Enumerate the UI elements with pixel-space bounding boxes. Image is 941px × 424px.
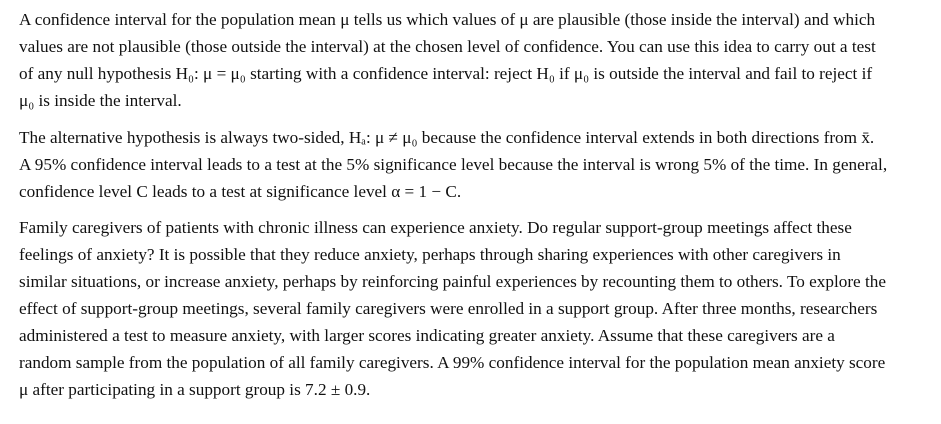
text-line: Family caregivers of patients with chronic illness can experience anxiety. Do regular support-group meetings affect these [19, 218, 852, 237]
text-line: of any null hypothesis H₀: μ = μ₀ starting with a confidence interval: reject H₀ if μ₀ is outside the interval and fail to reject if [19, 64, 873, 83]
text-line: A confidence interval for the population mean μ tells us which values of μ are plausible (those inside the interval) and which [19, 10, 876, 29]
text-line: μ₀ is inside the interval. [19, 91, 182, 110]
text-line: effect of support-group meetings, several family caregivers were enrolled in a support group. After three months, researchers [19, 299, 878, 318]
text-line: μ after participating in a support group is 7.2 ± 0.9. [19, 380, 371, 399]
text-line: similar situations, or increase anxiety, perhaps by reinforcing painful experiences by recounting them to others. To explore the [19, 272, 886, 291]
paragraph-caregiver-problem [19, 214, 934, 403]
text-line: values are not plausible (those outside the interval) at the chosen level of confidence. You can use this idea to carry out a test [19, 37, 876, 56]
text-line: confidence level C leads to a test at significance level α = 1 − C. [19, 182, 462, 201]
text-line: A 95% confidence interval leads to a test at the 5% significance level because the interval is wrong 5% of the time. In general, [19, 155, 888, 174]
text-line: feelings of anxiety? It is possible that they reduce anxiety, perhaps through sharing experiences with other caregivers in [19, 245, 841, 264]
text-line: administered a test to measure anxiety, with larger scores indicating greater anxiety. Assume that these caregivers are a [19, 326, 835, 345]
text-line: The alternative hypothesis is always two-sided, Hₐ: μ ≠ μ₀ because the confidence interval extends in both directions from x̄. [19, 128, 875, 147]
paragraph-alternative-hypothesis [19, 124, 934, 205]
text-line: random sample from the population of all family caregivers. A 99% confidence interval for the population mean anxiety score [19, 353, 886, 372]
paragraph-confidence-interval-test [19, 6, 934, 114]
